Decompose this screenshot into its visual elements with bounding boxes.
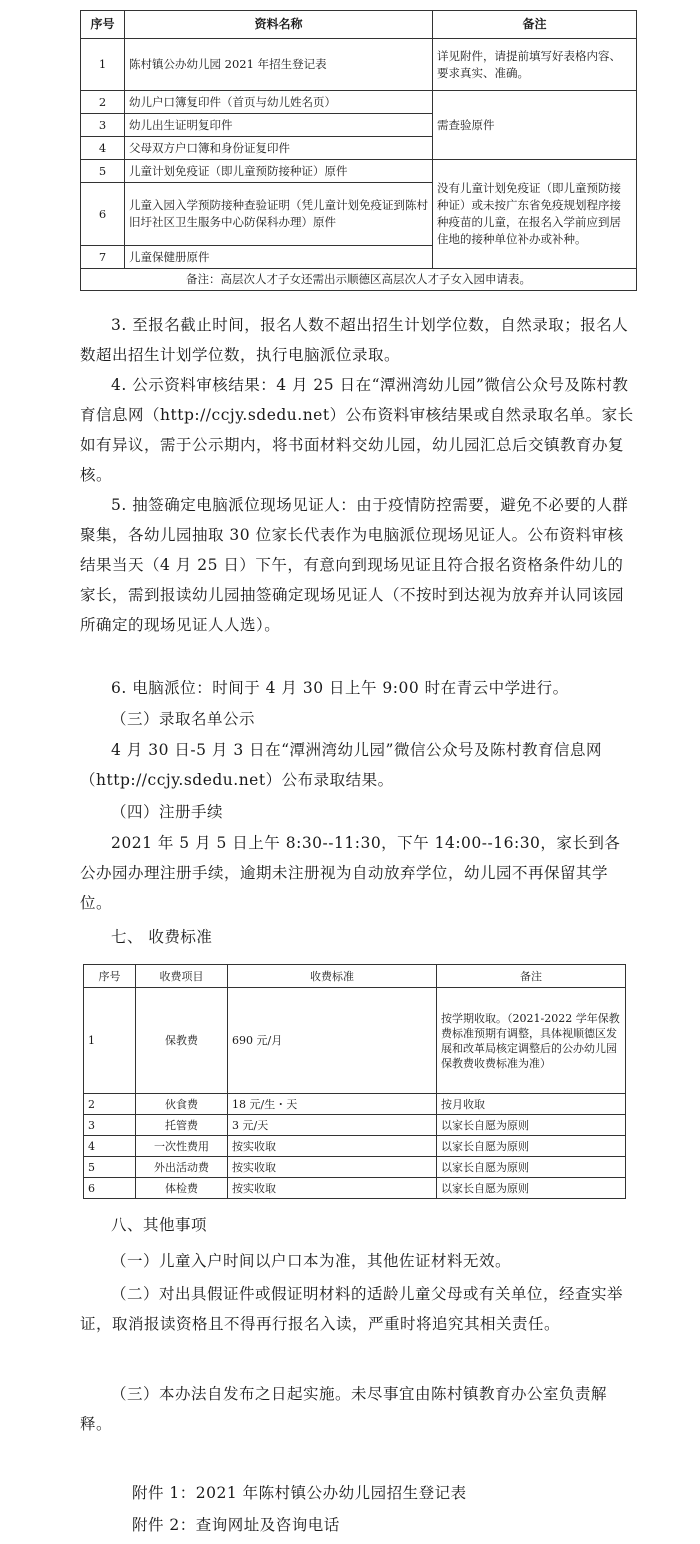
row-no: 2 [81, 91, 125, 114]
row-item: 体检费 [136, 1178, 228, 1199]
row-item: 托管费 [136, 1115, 228, 1136]
table-row [84, 1136, 626, 1157]
row-standard: 3 元/天 [228, 1115, 437, 1136]
row-item: 外出活动费 [136, 1157, 228, 1178]
row-name: 幼儿出生证明复印件 [125, 114, 433, 137]
table-row [84, 1094, 626, 1115]
row-no: 3 [81, 114, 125, 137]
row-item: 伙食费 [136, 1094, 228, 1115]
row-note: 没有儿童计划免疫证（即儿童预防接种证）或未按广东省免疫规划程序接种疫苗的儿童，在报名入学前应到居住地的接种单位补办或补种。 [433, 160, 637, 269]
table-row [84, 1115, 626, 1136]
documents-table [80, 10, 637, 291]
row-no: 7 [81, 246, 125, 269]
row-name: 幼儿户口簿复印件（首页与幼儿姓名页） [125, 91, 433, 114]
row-no: 2 [84, 1094, 136, 1115]
row-note: 以家长自愿为原则 [437, 1136, 626, 1157]
attachment-2: 附件 2：查询网址及咨询电话 [132, 1516, 340, 1534]
paragraph-8: 2021 年 5 月 5 日上午 8:30--11:30，下午 14:00--16:30，家长到各公办园办理注册手续，逾期未注册视为自动放弃学位，幼儿园不再保留其学位。 [80, 834, 621, 912]
row-no: 6 [81, 183, 125, 246]
row-note: 以家长自愿为原则 [437, 1115, 626, 1136]
row-name: 儿童保健册原件 [125, 246, 433, 269]
header-note: 备注 [433, 11, 637, 39]
row-no: 4 [84, 1136, 136, 1157]
header-standard: 收费标准 [228, 965, 437, 988]
heading-7: 七、 收费标准 [111, 928, 213, 946]
header-name: 资料名称 [125, 11, 433, 39]
header-item: 收费项目 [136, 965, 228, 988]
row-note: 需查验原件 [433, 91, 637, 160]
table-row [84, 988, 626, 1094]
paragraph-5: 5. 抽签确定电脑派位现场见证人：由于疫情防控需要，避免不必要的人群聚集，各幼儿园抽取 30 位家长代表作为电脑派位现场见证人。公布资料审核结果当天（4 月 25 日）下午，有意向到现场见证且符合报名资格条件幼儿的家长，需到报读幼儿园抽签确定现场见证人（不按时到达视为放弃并认同该园所确定的现场见证人人选）。 [80, 496, 629, 634]
row-name: 父母双方户口簿和身份证复印件 [125, 137, 433, 160]
item-8-2: （二）对出具假证件或假证明材料的适龄儿童父母或有关单位，经查实举证，取消报读资格且不得再行报名入读，严重时将追究其相关责任。 [80, 1285, 624, 1333]
paragraph-6: 6. 电脑派位：时间于 4 月 30 日上午 9:00 时在青云中学进行。 [111, 679, 569, 697]
row-no: 1 [84, 988, 136, 1094]
heading-8: 八、其他事项 [111, 1216, 208, 1234]
row-name: 儿童入园入学预防接种查验证明（凭儿童计划免疫证到陈村旧圩社区卫生服务中心防保科办理）原件 [125, 183, 433, 246]
row-note: 详见附件，请提前填写好表格内容、要求真实、准确。 [433, 39, 637, 91]
row-note: 按月收取 [437, 1094, 626, 1115]
item-8-1: （一）儿童入户时间以户口本为准，其他佐证材料无效。 [111, 1252, 512, 1270]
table-header-row [84, 965, 626, 988]
table-row [84, 1157, 626, 1178]
paragraph-3: 3. 至报名截止时间，报名人数不超出招生计划学位数，自然录取；报名人数超出招生计划学位数，执行电脑派位录取。 [80, 316, 629, 364]
row-no: 3 [84, 1115, 136, 1136]
table-row [81, 160, 637, 183]
row-item: 保教费 [136, 988, 228, 1094]
table-row [81, 39, 637, 91]
row-no: 4 [81, 137, 125, 160]
table-footer-note: 备注：高层次人才子女还需出示顺德区高层次人才子女入园申请表。 [81, 269, 637, 291]
row-note: 以家长自愿为原则 [437, 1157, 626, 1178]
item-8-3: （三）本办法自发布之日起实施。未尽事宜由陈村镇教育办公室负责解释。 [80, 1385, 608, 1433]
fees-table [83, 964, 626, 1199]
row-no: 6 [84, 1178, 136, 1199]
row-standard: 按实收取 [228, 1157, 437, 1178]
paragraph-7: 4 月 30 日-5 月 3 日在“潭洲湾幼儿园”微信公众号及陈村教育信息网（http://ccjy.sdedu.net）公布录取结果。 [80, 741, 602, 789]
header-note: 备注 [437, 965, 626, 988]
attachment-1: 附件 1：2021 年陈村镇公办幼儿园招生登记表 [132, 1484, 467, 1502]
row-standard: 按实收取 [228, 1136, 437, 1157]
row-no: 1 [81, 39, 125, 91]
row-standard: 18 元/生・天 [228, 1094, 437, 1115]
paragraph-4: 4. 公示资料审核结果：4 月 25 日在“潭洲湾幼儿园”微信公众号及陈村教育信息网（http://ccjy.sdedu.net）公布资料审核结果或自然录取名单。家长如有异议，需于公示期内，将书面材料交幼儿园，幼儿园汇总后交镇教育办复核。 [80, 376, 634, 484]
table-footer-row [81, 269, 637, 291]
heading-4: （四）注册手续 [111, 803, 224, 821]
header-no: 序号 [81, 11, 125, 39]
row-no: 5 [81, 160, 125, 183]
heading-3: （三）录取名单公示 [111, 710, 256, 728]
row-name: 儿童计划免疫证（即儿童预防接种证）原件 [125, 160, 433, 183]
row-standard: 690 元/月 [228, 988, 437, 1094]
row-no: 5 [84, 1157, 136, 1178]
row-item: 一次性费用 [136, 1136, 228, 1157]
header-no: 序号 [84, 965, 136, 988]
table-row [81, 91, 637, 114]
table-header-row [81, 11, 637, 39]
row-note: 以家长自愿为原则 [437, 1178, 626, 1199]
row-note: 按学期收取。（2021-2022 学年保教费标准预期有调整，具体视顺德区发展和改革局核定调整后的公办幼儿园保教费收费标准为准） [437, 988, 626, 1094]
row-name: 陈村镇公办幼儿园 2021 年招生登记表 [125, 39, 433, 91]
table-row [84, 1178, 626, 1199]
row-standard: 按实收取 [228, 1178, 437, 1199]
